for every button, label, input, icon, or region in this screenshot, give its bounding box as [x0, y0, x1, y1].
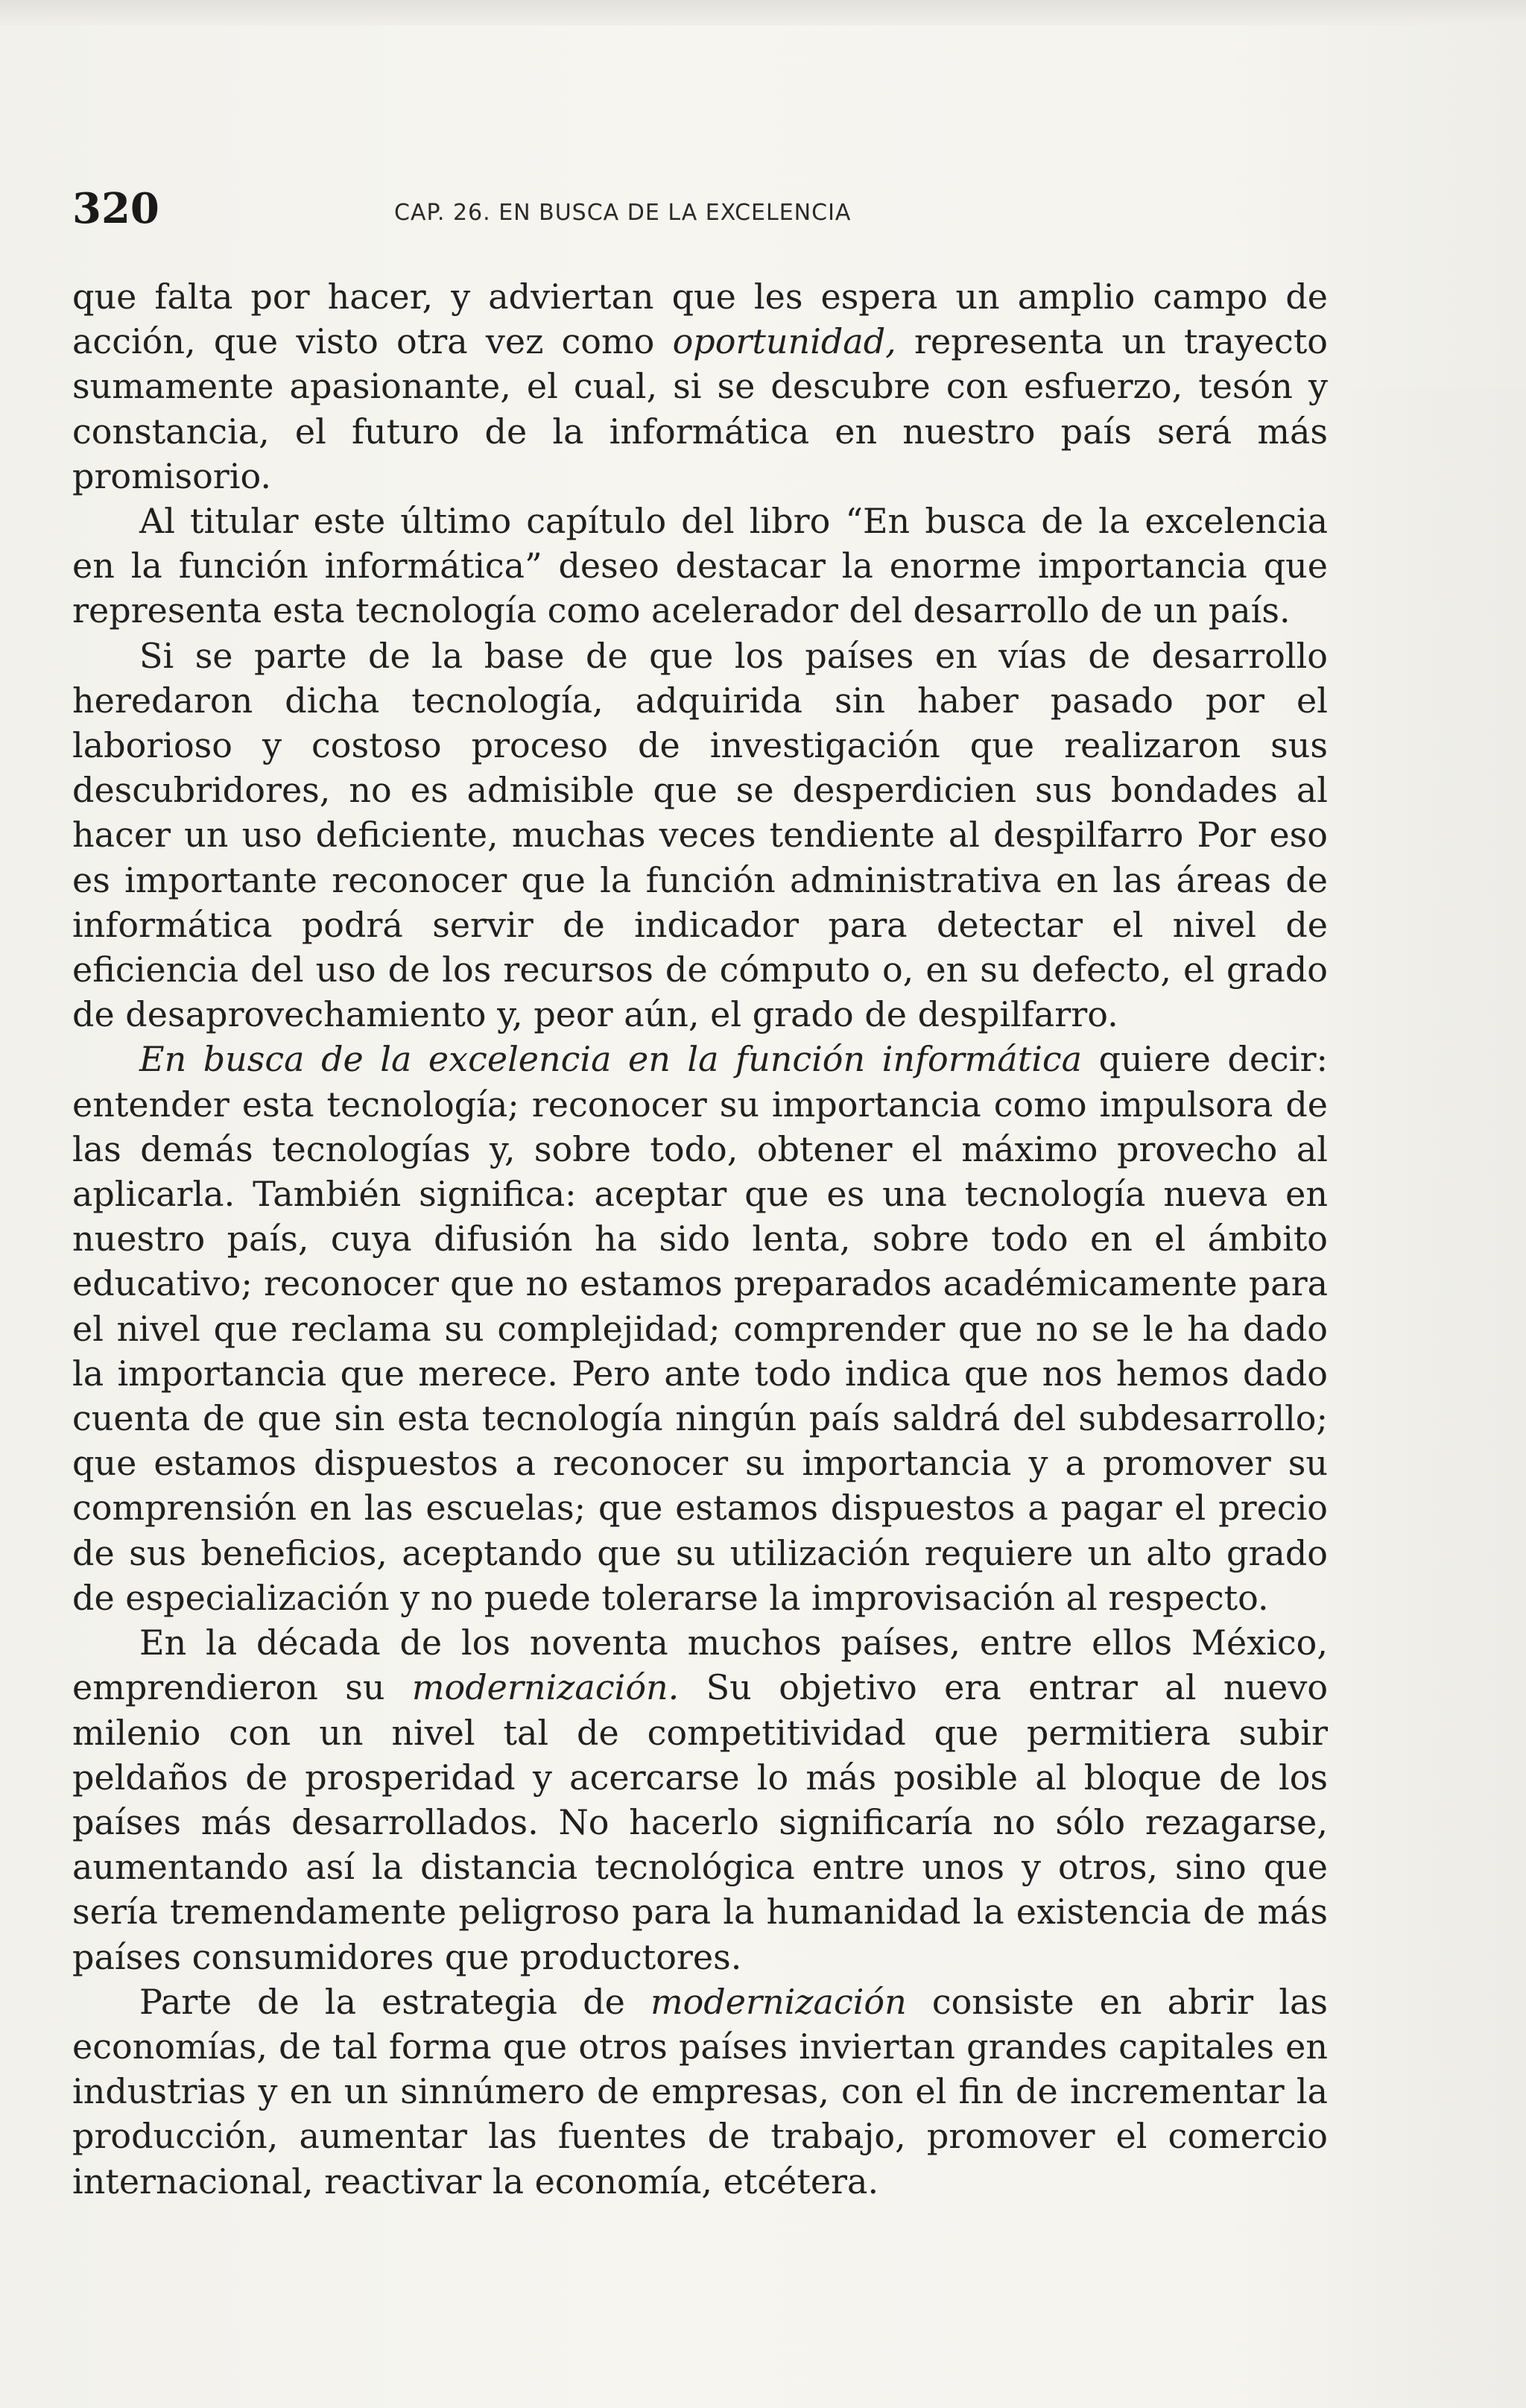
page-header	[72, 179, 1332, 238]
page-number: 320	[72, 184, 159, 233]
paragraph-text: consiste en abrir las economías, de tal forma que otros países inviertan grandes capitales en industrias y en un sinnúmero de empresas, con el fin de incrementar la producción, aumentar las fuentes de trabajo, promover el comercio internacional, reactivar la economía, etcétera.	[72, 1981, 1328, 2202]
body-text	[72, 274, 1328, 2204]
italic-term: modernización.	[411, 1667, 680, 1708]
paragraph	[72, 499, 1328, 633]
italic-title: En busca de la excelencia en la función informática	[139, 1039, 1083, 1080]
paragraph	[72, 1037, 1328, 1620]
italic-term: oportunidad,	[672, 321, 896, 362]
paragraph	[72, 633, 1328, 1037]
paragraph	[72, 1620, 1328, 1979]
paragraph-text: En la década de los noventa muchos países, entre ellos México, emprendieron su	[72, 1622, 1328, 1708]
paragraph-text: Si se parte de la base de que los países en vías de desarrollo heredaron dicha tecnología, adquirida sin haber pasado por el laborioso y costoso proceso de investigación que realizaron sus descubridores, no es admisible que se desperdicien sus bondades al hacer un uso deficiente, muchas veces tendiente al despilfarro Por eso es importante reconocer que la función administrativa en las áreas de informática podrá servir de indicador para detectar el nivel de eficiencia del uso de los recursos de cómputo o, en su defecto, el grado de desaprovechamiento y, peor aún, el grado de despilfarro.	[72, 635, 1328, 1035]
italic-term: modernización	[650, 1981, 907, 2022]
paragraph-text: representa un trayecto sumamente apasionante, el cual, si se descubre con esfuerzo, tesón y constancia, el futuro de la informática en nuestro país será más promisorio.	[72, 321, 1329, 496]
paragraph-text: Parte de la estrategia de	[139, 1981, 625, 2022]
paragraph	[72, 1979, 1328, 2204]
paragraph-text: Su objetivo era entrar al nuevo milenio con un nivel tal de competitividad que permitiera subir peldaños de prosperidad y acercarse lo más posible al bloque de los países más desarrollados. No hacerlo significaría no sólo rezagarse, aumentando así la distancia tecnológica entre unos y otros, sino que sería tremendamente peligroso para la humanidad la existencia de más países consumidores que productores.	[72, 1667, 1329, 1977]
paragraph-text: Al titular este último capítulo del libro “En busca de la excelencia en la función informática” deseo destacar la enorme importancia que representa esta tecnología como acelerador del desarrollo de un país.	[72, 501, 1328, 631]
paragraph-continued	[72, 274, 1328, 499]
show-through-shadow	[1332, 388, 1526, 2400]
paragraph-text: quiere decir: entender esta tecnología; reconocer su importancia como impulsora de las demás tecnologías y, sobre todo, obtener el máximo provecho al aplicarla. También significa: aceptar que es una tecnología nueva en nuestro país, cuya difusión ha sido lenta, sobre todo en el ámbito educativo; reconocer que no estamos preparados académicamente para el nivel que reclama su complejidad; comprender que no se le ha dado la importancia que merece. Pero ante todo indica que nos hemos dado cuenta de que sin esta tecnología ningún país saldrá del subdesarrollo; que estamos dispuestos a reconocer su importancia y a promover su comprensión en las escuelas; que estamos dispuestos a pagar el precio de sus beneficios, aceptando que su utilización requiere un alto grado de especialización y no puede tolerarse la improvisación al respecto.	[72, 1039, 1329, 1618]
page-top-edge	[0, 0, 1526, 25]
running-head: CAP. 26. EN BUSCA DE LA EXCELENCIA	[394, 200, 852, 226]
paragraph-text: que falta por hacer, y adviertan que les espera un amplio campo de acción, que visto otra vez como	[72, 276, 1328, 362]
